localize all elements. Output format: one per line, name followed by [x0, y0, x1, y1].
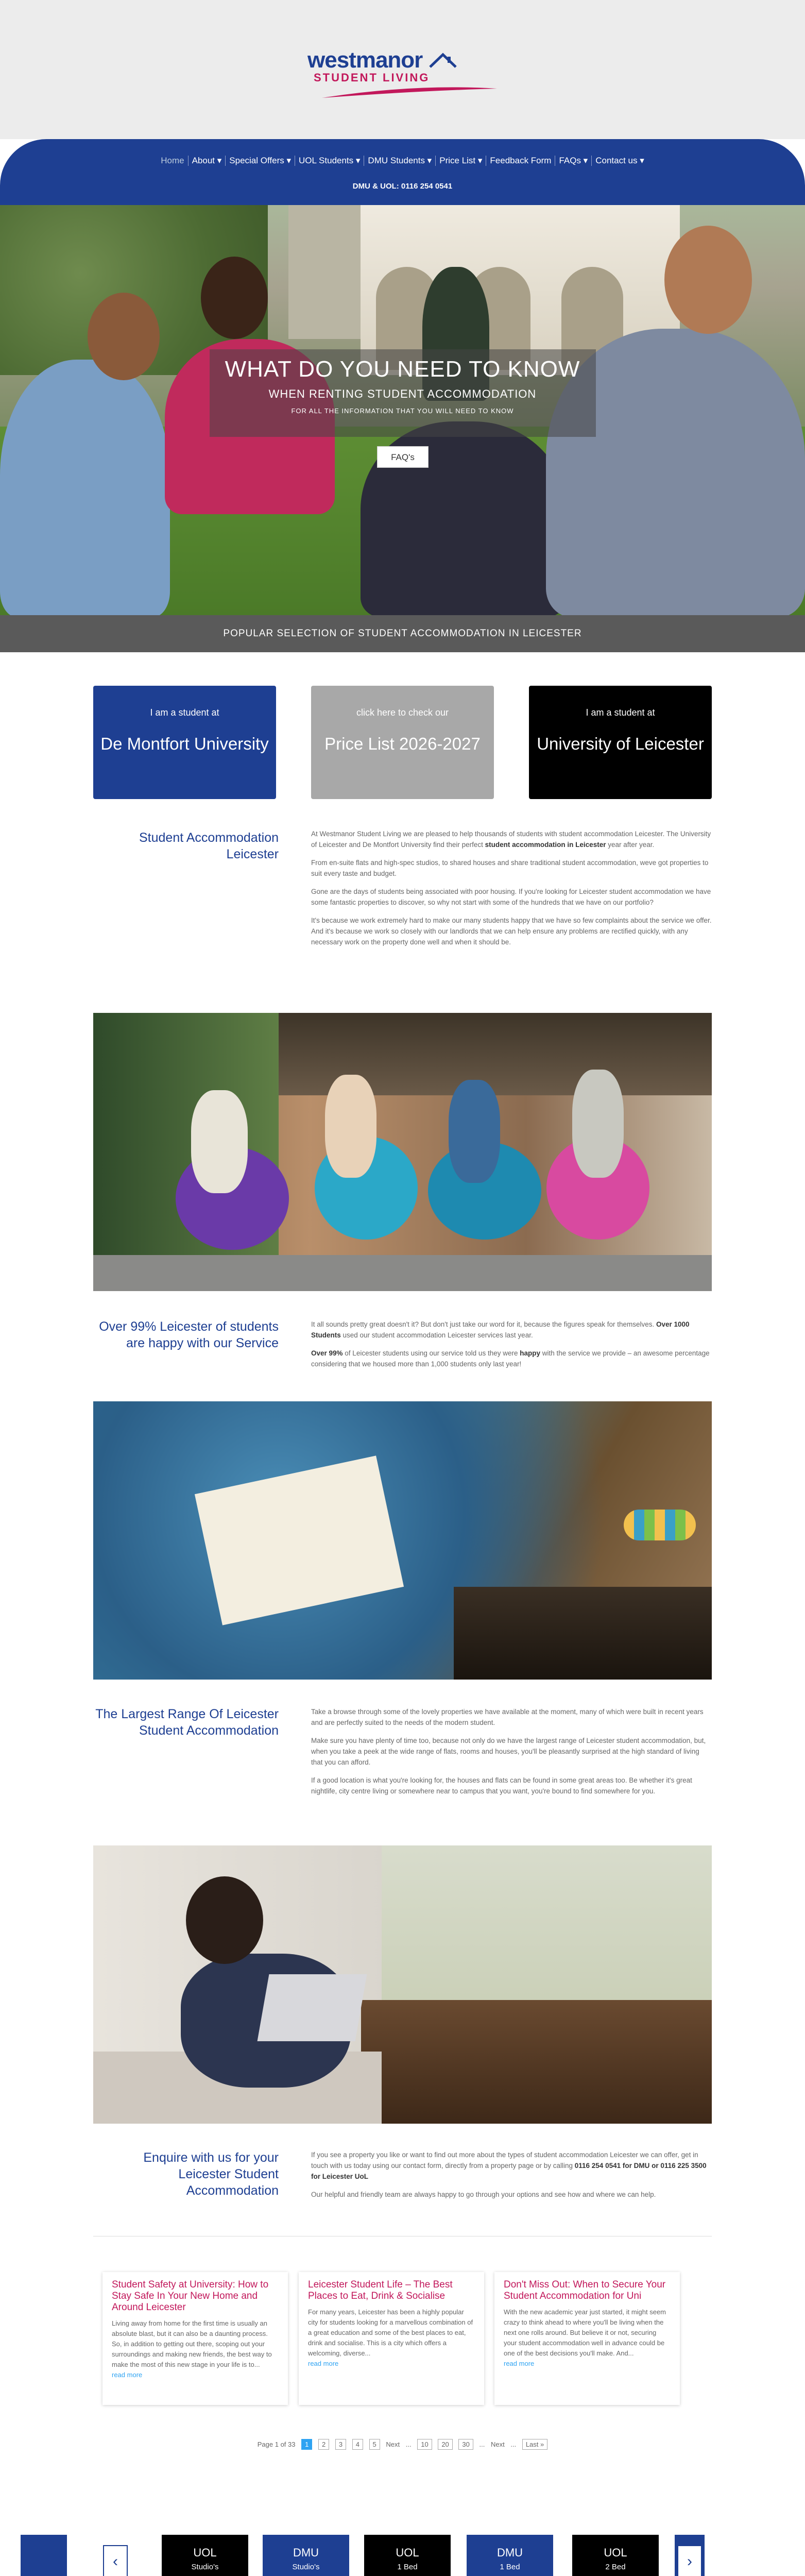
student-studying-book-photo — [93, 1401, 712, 1680]
page-link[interactable]: 2 — [318, 2439, 329, 2450]
carousel-slide[interactable]: UOL 1 Bed — [364, 2535, 451, 2576]
page-link[interactable]: 30 — [458, 2439, 473, 2450]
hero-small-text: FOR ALL THE INFORMATION THAT YOU WILL NEED TO KNOW — [291, 407, 514, 415]
section-body-happy: It all sounds pretty great doesn't it? But don't just take our word for it, because the figures speak for themselves. Over 1000 Students used our student accommodation Leicester services last year. Over 99% of Leicester students using our service told us they were happy with the service we provide – an awesome percentage considering that we housed more than 1,000 students only last year! — [311, 1320, 710, 1368]
hero-title: WHAT DO YOU NEED TO KNOW — [225, 357, 580, 382]
read-more-link[interactable]: read more — [112, 2371, 143, 2379]
blog-card-title[interactable]: Leicester Student Life – The Best Places to Eat, Drink & Socialise — [308, 2279, 453, 2301]
box-small-label: I am a student at — [150, 707, 219, 718]
blog-card[interactable] — [299, 2272, 484, 2405]
page-link[interactable]: 1 — [301, 2439, 312, 2450]
box-big-label: University of Leicester — [537, 734, 704, 753]
faq-button[interactable]: FAQ's — [377, 446, 429, 468]
page-link[interactable]: 10 — [417, 2439, 432, 2450]
carousel-slide[interactable]: DMU 1 Bed — [467, 2535, 553, 2576]
logo-wordmark: westmanor — [307, 47, 423, 73]
next-link[interactable]: Next — [386, 2441, 400, 2448]
nav-special-offers[interactable]: Special Offers ▾ — [225, 156, 295, 166]
nav-about[interactable]: About ▾ — [188, 156, 226, 166]
price-list-box[interactable] — [311, 686, 494, 799]
blog-card-title[interactable]: Student Safety at University: How to Stay Safe In Your New Home and Around Leicester — [112, 2279, 269, 2313]
blog-card-excerpt: Living away from home for the first time is usually an absolute blast, but it can also be a daunting process. So, in addition to getting out there, scoping out your surroundings and making new friends, the best way to make the most of this new stage in your life is to... — [112, 2319, 272, 2368]
section-body-accommodation: At Westmanor Student Living we are pleased to help thousands of students with student accommodation Leicester. The University of Leicester and De Montfort University find their perfect student accommodation in Leicester year after year. From en-suite flats and high-spec studios, to shared houses and share traditional student accommodation, weve got properties to suit every taste and budget. Gone are the days of students being associated with poor housing. If you're looking for Leicester student accommodation we have some fantastic properties to discover, so why not start with some of the hundreds that we have on our portfolio? It's because we work extremely hard to make our many students happy that we have so few complaints about the service we offer. And it's because we work so closely with our landlords that we can help ensure any problems are rectified quickly, with any necessary work on the property done well and when it should be. — [311, 830, 712, 946]
read-more-link[interactable]: read more — [308, 2360, 339, 2367]
page-count: Page 1 of 33 — [257, 2441, 296, 2448]
section-title-happy: Over 99% Leicester of students are happy with our Service — [99, 1319, 279, 1350]
students-beanbags-photo — [93, 1013, 712, 1291]
section-title-range: The Largest Range Of Leicester Student Accommodation — [95, 1707, 279, 1738]
section-title-enquire: Enquire with us for your Leicester Student Accommodation — [143, 2150, 279, 2198]
page-link[interactable]: 3 — [335, 2439, 346, 2450]
page-link[interactable]: 4 — [352, 2439, 363, 2450]
nav-uol-students[interactable]: UOL Students ▾ — [295, 156, 364, 166]
page-link[interactable]: 5 — [369, 2439, 380, 2450]
blog-card-title[interactable]: Don't Miss Out: When to Secure Your Student Accommodation for Uni — [504, 2279, 666, 2301]
logo-tagline: STUDENT LIVING — [314, 71, 430, 84]
page-link[interactable]: 20 — [438, 2439, 452, 2450]
dmu-student-box[interactable] — [93, 686, 276, 799]
student-laptop-headphones-photo — [93, 1845, 712, 2124]
header — [0, 0, 805, 139]
section-body-enquire: If you see a property you like or want to find out more about the types of student accommodation Leicester we can offer, get in touch with us today using our contact form, directly from a property page or by calling 0116 254 0541 for DMU or 0116 225 3500 for Leicester UoL Our helpful and friendly team are always happy to go through your options and see how and where we can help. — [311, 2151, 707, 2198]
ellipsis: ... — [479, 2441, 485, 2448]
carousel-prev-arrow[interactable]: ‹ — [103, 2545, 128, 2576]
box-small-label: click here to check our — [356, 707, 449, 718]
nav-band — [0, 139, 805, 205]
section-title-accommodation: Student Accommodation Leicester — [139, 831, 279, 861]
nav-home[interactable]: Home — [161, 156, 184, 165]
nav-price-list[interactable]: Price List ▾ — [435, 156, 486, 166]
nav-feedback-form[interactable]: Feedback Form — [486, 156, 555, 166]
pagination — [0, 2439, 805, 2450]
blog-card[interactable] — [102, 2272, 288, 2405]
blog-card-excerpt: For many years, Leicester has been a highly popular city for students looking for a marvellous combination of a great education and some of the best places to eat, drink and socialise. This is a city which offers a welcoming, diverse... — [308, 2308, 473, 2357]
nav-dmu-students[interactable]: DMU Students ▾ — [364, 156, 435, 166]
student-head — [201, 257, 268, 339]
box-big-label: De Montfort University — [100, 734, 269, 753]
uol-student-box[interactable] — [529, 686, 712, 799]
nav-contact-us[interactable]: Contact us ▾ — [591, 156, 648, 166]
nav-faqs[interactable]: FAQs ▾ — [555, 156, 591, 166]
next-link[interactable]: Next — [490, 2441, 505, 2448]
blog-card[interactable] — [494, 2272, 680, 2405]
main-nav — [0, 156, 805, 166]
last-link[interactable]: Last » — [522, 2439, 547, 2450]
box-small-label: I am a student at — [586, 707, 655, 718]
ellipsis: ... — [510, 2441, 517, 2448]
student-head — [664, 226, 752, 334]
logo[interactable] — [301, 47, 507, 99]
carousel-next-arrow[interactable]: › — [677, 2545, 702, 2576]
header-phone: DMU & UOL: 0116 254 0541 — [352, 182, 453, 191]
ellipsis: ... — [405, 2441, 412, 2448]
hero-subtitle: WHEN RENTING STUDENT ACCOMMODATION — [268, 387, 537, 400]
box-big-label: Price List 2026-2027 — [324, 734, 481, 753]
section-body-range: Take a browse through some of the lovely properties we have available at the moment, many of which were built in recent years and are perfectly suited to the needs of the modern student. Make sure you have plenty of time too, because not only do we have the largest range of Leicester student accommodation, but, when you take a peek at the wide range of flats, rooms and houses, you'll be pleasantly surprised at the high standard of living that you can afford. If a good location is what you're looking for, the houses and flats can be found in some great areas too. Be whether it's great nightlife, city centre living or somewhere near to campus that you want, you're bound to find somewhere for you. — [311, 1708, 706, 1795]
carousel-slide[interactable]: UOL 2 Bed — [572, 2535, 659, 2576]
popular-selection-strip: POPULAR SELECTION OF STUDENT ACCOMMODATION IN LEICESTER — [0, 615, 805, 652]
carousel-slide[interactable]: UOL Studio's — [162, 2535, 248, 2576]
blog-card-excerpt: With the new academic year just started, it might seem crazy to think ahead to where you'll be living when the next one rolls around. But believe it or not, securing your student accommodation well in advance could be one of the best decisions you'll make. And... — [504, 2308, 666, 2357]
read-more-link[interactable]: read more — [504, 2360, 535, 2367]
carousel-slide-partial[interactable] — [21, 2535, 67, 2576]
carousel-slide[interactable]: DMU Studio's — [263, 2535, 349, 2576]
